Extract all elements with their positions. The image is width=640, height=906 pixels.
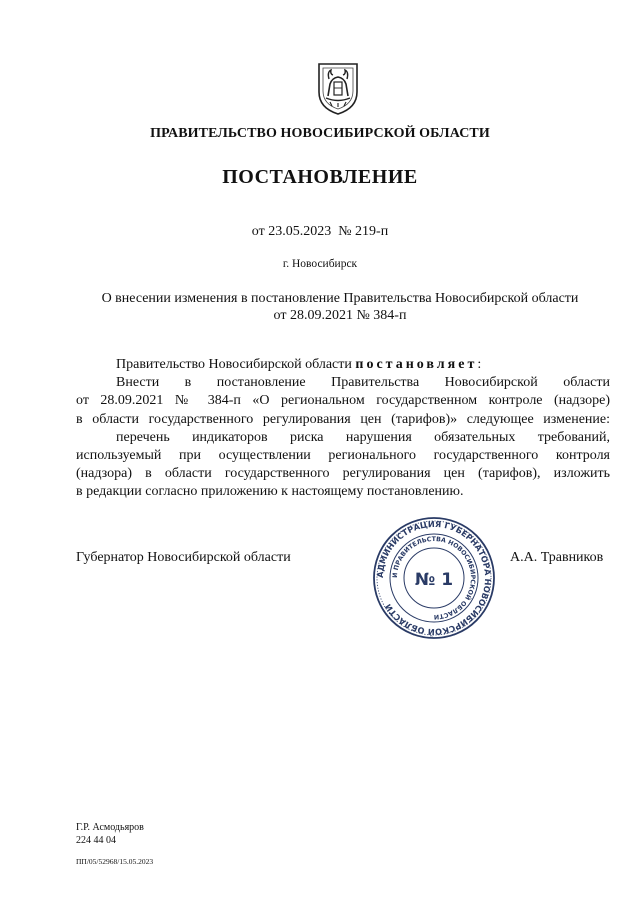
executor-info bbox=[76, 821, 144, 847]
intro-end: : bbox=[477, 357, 482, 372]
seal-outer-text: АДМИНИСТРАЦИЯ ГУБЕРНАТОРА НОВОСИБИРСКОЙ ОБЛАСТИ bbox=[374, 518, 494, 638]
document-body bbox=[76, 356, 610, 502]
body-line: (надзора) в области государственного регулирования цен (тарифов), изложить bbox=[76, 466, 610, 482]
signatory-name: А.А. Травников bbox=[510, 550, 604, 565]
seal-inner-text: И ПРАВИТЕЛЬСТВА НОВОСИБИРСКОЙ ОБЛАСТИ bbox=[391, 535, 477, 621]
executor-phone: 224 44 04 bbox=[76, 835, 116, 846]
signatory-position: Губернатор Новосибирской области bbox=[76, 550, 291, 565]
organization-title: ПРАВИТЕЛЬСТВО НОВОСИБИРСКОЙ ОБЛАСТИ bbox=[150, 126, 490, 141]
document-reference: ПП/05/52968/15.05.2023 bbox=[76, 857, 154, 866]
document-date-number: от 23.05.2023 № 219-п bbox=[251, 224, 389, 239]
subject-line: О внесении изменения в постановление Правительства Новосибирской области bbox=[101, 291, 579, 306]
body-line: в редакции согласно приложению к настоящему постановлению. bbox=[76, 484, 464, 500]
intro-text: Правительство Новосибирской области bbox=[116, 357, 356, 372]
city-label: г. Новосибирск bbox=[282, 258, 358, 270]
executor-name: Г.Р. Асмодьяров bbox=[76, 822, 144, 833]
seal-number: № 1 bbox=[414, 570, 454, 590]
subject-line: от 28.09.2021 № 384-п bbox=[273, 308, 407, 323]
body-intro bbox=[76, 356, 610, 374]
intro-emphasis: постановляет bbox=[355, 357, 478, 372]
body-line: Внести в постановление Правительства Новосибирской области bbox=[116, 375, 610, 391]
body-line: используемый при осуществлении регионального государственного контроля bbox=[76, 448, 610, 464]
document-subject bbox=[60, 290, 620, 324]
coat-of-arms-icon bbox=[316, 62, 360, 116]
document-type-heading: ПОСТАНОВЛЕНИЕ bbox=[222, 166, 418, 188]
official-seal-icon bbox=[372, 516, 496, 640]
body-line: от 28.09.2021 № 384-п «О региональном государственном контроле (надзоре) bbox=[76, 393, 610, 409]
body-line: перечень индикаторов риска нарушения обязательных требований, bbox=[116, 429, 610, 445]
body-line: в области государственного регулирования цен (тарифов)» следующее изменение: bbox=[76, 411, 610, 427]
